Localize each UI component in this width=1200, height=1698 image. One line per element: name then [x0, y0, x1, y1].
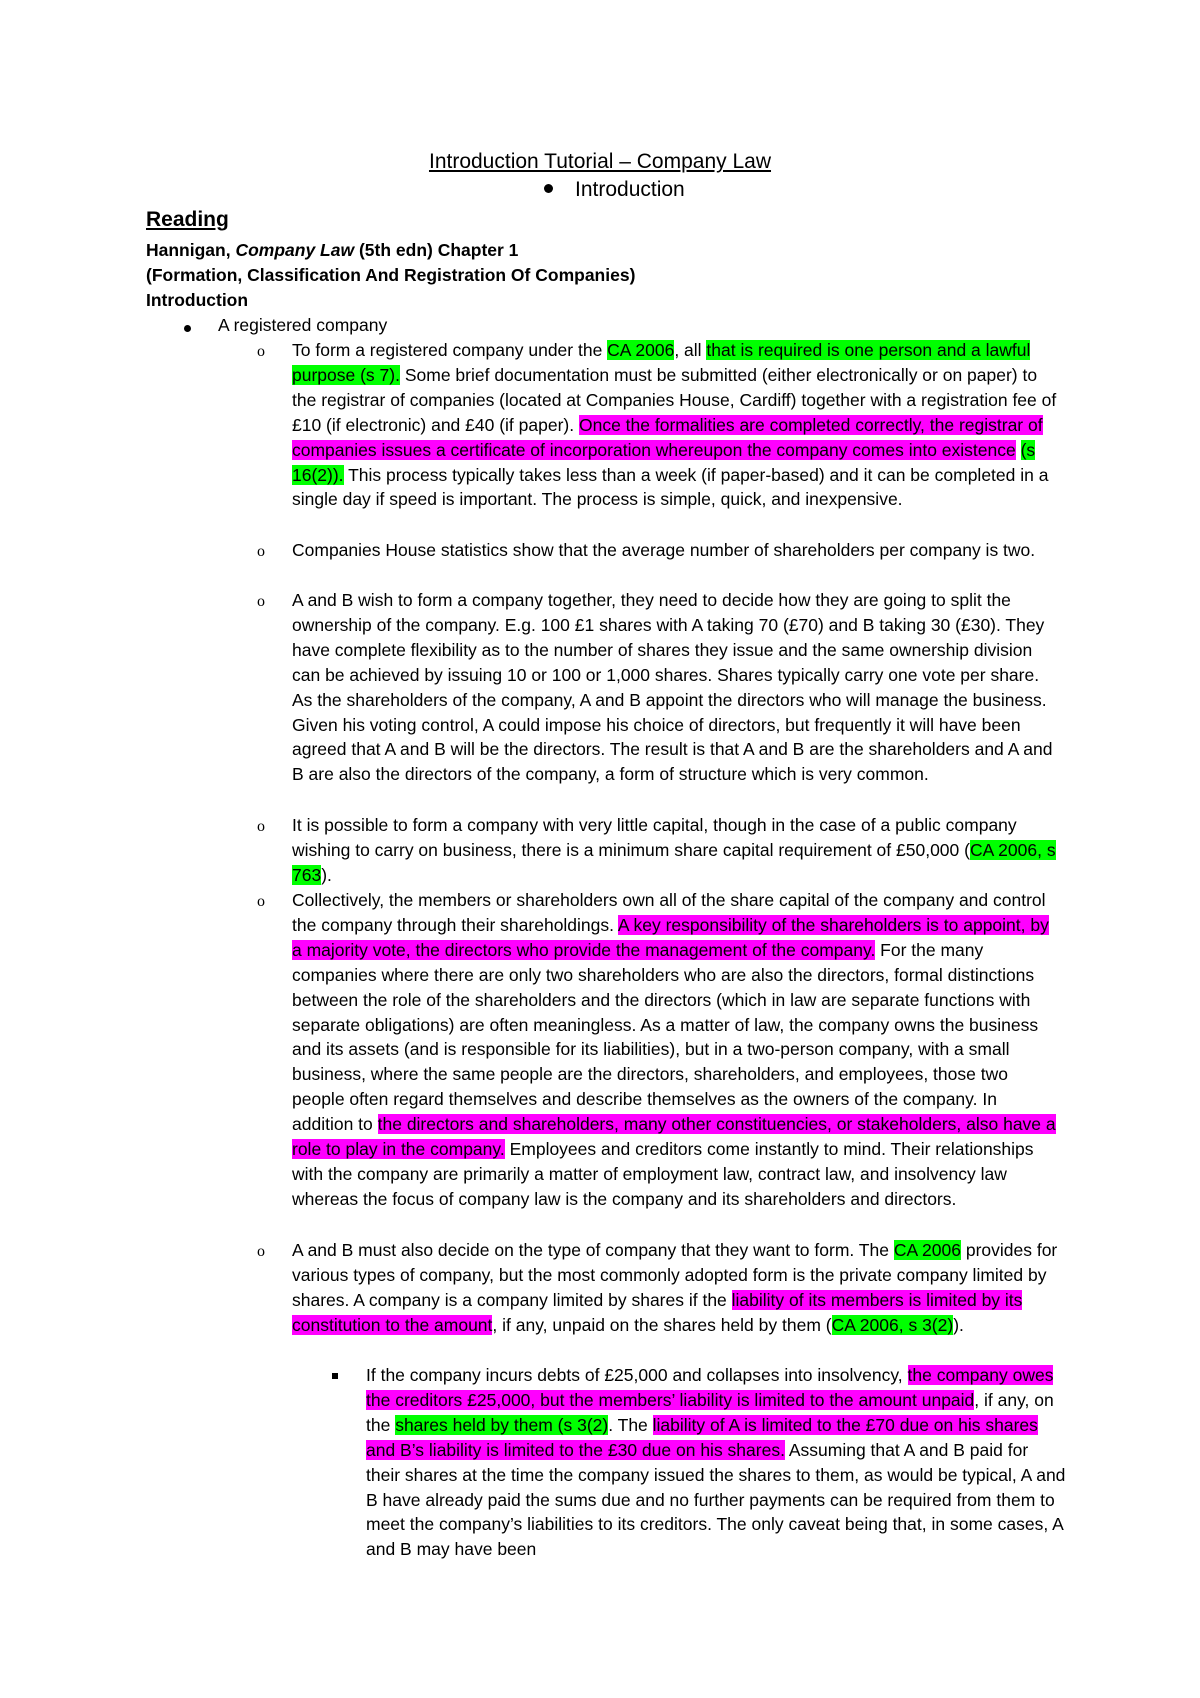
sub-bullet-marker: o	[257, 543, 265, 560]
paragraph-shareholders	[292, 888, 1062, 1212]
highlight-green: that is required is one person and a lawful purpose (s 7).	[292, 340, 1031, 385]
paragraph-ownership: A and B wish to form a company together, they need to decide how they are going to split the ownership of the company. E.g. 100 £1 shares with A taking 70 (£70) and B taking 30 (£30). They have complete flexibility as to the number of shares they issue and the same ownership division can be achieved by issuing 10 or 100 or 1,000 shares. Shares typically carry one vote per share. As the shareholders of the company, A and B appoint the directors who will manage the business. Given his voting control, A could impose his choice of directors, but frequently it will have been agreed that A and B will be the directors. The result is that A and B are the shareholders and A and B are also the directors of the company, a form of structure which is very common.	[292, 590, 1053, 785]
reference-author: Hannigan,	[146, 240, 236, 260]
text-run: provides for various types of company, but the most commonly adopted form is the private company limited by shares. A company is a company limited by shares if the	[292, 1240, 1058, 1310]
paragraph-formation	[292, 338, 1062, 512]
sub-bullet-marker: o	[257, 893, 265, 910]
highlight-green: CA 2006	[893, 1240, 961, 1260]
level1-item: A registered company	[218, 315, 388, 335]
highlight-green: CA 2006, s 763	[292, 839, 1056, 885]
reading-reference	[146, 240, 518, 261]
bullet-icon	[184, 325, 191, 332]
highlight-green: (s 16(2)).	[292, 439, 1036, 485]
top-bullet-item	[544, 178, 685, 202]
reference-chapter-title: (Formation, Classification And Registration Of Companies)	[146, 265, 636, 285]
text-run: . The	[608, 1414, 653, 1435]
text-run: , all	[674, 340, 707, 360]
paragraph-statistics: Companies House statistics show that the average number of shareholders per company is two.	[292, 540, 1036, 560]
text-run: Some brief documentation must be submitted (either electronically or on paper) to the registrar of companies (located at Companies House, Cardiff) together with a registration fee of £10 (if electronic) and £40 (if paper).	[292, 364, 1057, 435]
highlight-magenta: liability of its members is limited by its constitution to the amount	[292, 1289, 1023, 1335]
sub-bullet-marker: o	[257, 343, 265, 360]
highlight-magenta: the directors and shareholders, many other constituencies, or stakeholders, also have a role to play in the company.	[292, 1114, 1056, 1160]
text-run: To form a registered company under the	[292, 340, 608, 360]
sub-bullet-marker: o	[257, 593, 265, 610]
text-run: ).	[953, 1314, 964, 1335]
paragraph-insolvency	[366, 1363, 1066, 1562]
text-run: It is possible to form a company with very little capital, though in the case of a public company wishing to carry on business, there is a minimum share capital requirement of £50,000 (	[292, 815, 1017, 860]
text-run: This process typically takes less than a week (if paper-based) and it can be completed in a single day if speed is important. The process is simple, quick, and inexpensive.	[292, 464, 1049, 510]
text-run: , if any, unpaid on the shares held by them (	[492, 1314, 832, 1335]
document-title: Introduction Tutorial – Company Law	[428, 150, 772, 173]
highlight-magenta: A key responsibility of the shareholders is to appoint, by a majority vote, the directors who provide the management of the company.	[292, 914, 1049, 960]
reading-heading: Reading	[146, 208, 229, 231]
sub-bullet-marker: o	[257, 1243, 265, 1260]
highlight-green: shares held by them (s 3(2)	[395, 1414, 609, 1435]
text-run: ).	[321, 864, 332, 885]
text-run: , if any, on the	[366, 1389, 1054, 1435]
text-run: A and B must also decide on the type of company that they want to form. The	[292, 1240, 894, 1260]
highlight-magenta: liability of A is limited to the £70 due on his shares and B’s liability is limited to the £30 due on his shares.	[366, 1414, 1038, 1460]
reference-edition: (5th edn) Chapter 1	[354, 240, 519, 260]
bullet-icon	[544, 184, 553, 193]
text-run: If the company incurs debts of £25,000 and collapses into insolvency,	[366, 1365, 908, 1385]
highlight-magenta: the company owes the creditors £25,000, but the members’ liability is limited to the amount unpaid	[366, 1365, 1054, 1410]
top-bullet-label: Introduction	[575, 178, 685, 201]
paragraph-capital	[292, 813, 1062, 888]
text-run	[1016, 440, 1021, 460]
paragraph-company-type	[292, 1238, 1062, 1338]
reference-book-title: Company Law	[235, 240, 355, 260]
text-run: Employees and creditors come instantly to mind. Their relationships with the company are primarily a matter of employment law, contract law, and insolvency law whereas the focus of company law is the company and its shareholders and directors.	[292, 1139, 1034, 1209]
text-run: Assuming that A and B paid for their shares at the time the company issued the shares to them, as would be typical, A and B have already paid the sums due and no further payments can be required from them to meet the company’s liabilities to its creditors. The only caveat being that, in some cases, A and B may have been	[366, 1439, 1066, 1560]
highlight-green: CA 2006	[607, 340, 675, 360]
highlight-magenta: Once the formalities are completed correctly, the registrar of companies issues a certificate of incorporation whereupon the company comes into existence	[292, 414, 1043, 460]
text-run: Collectively, the members or shareholders own all of the share capital of the company and control the company through their shareholdings.	[292, 890, 1046, 935]
section-heading: Introduction	[146, 290, 249, 310]
sub-bullet-marker: o	[257, 818, 265, 835]
square-bullet-icon	[332, 1373, 338, 1379]
text-run: For the many companies where there are only two shareholders who are also the directors, formal distinctions between the role of the shareholders and the directors (which in law are separate functions with separate obligations) are often meaningless. As a matter of law, the company owns the business and its assets (and is responsible for its liabilities), but in a two-person company, with a small business, where the same people are the directors, shareholders, and employees, those two people often regard themselves and describe themselves as the owners of the company. In addition to	[292, 939, 1039, 1135]
highlight-green: CA 2006, s 3(2)	[831, 1314, 954, 1335]
